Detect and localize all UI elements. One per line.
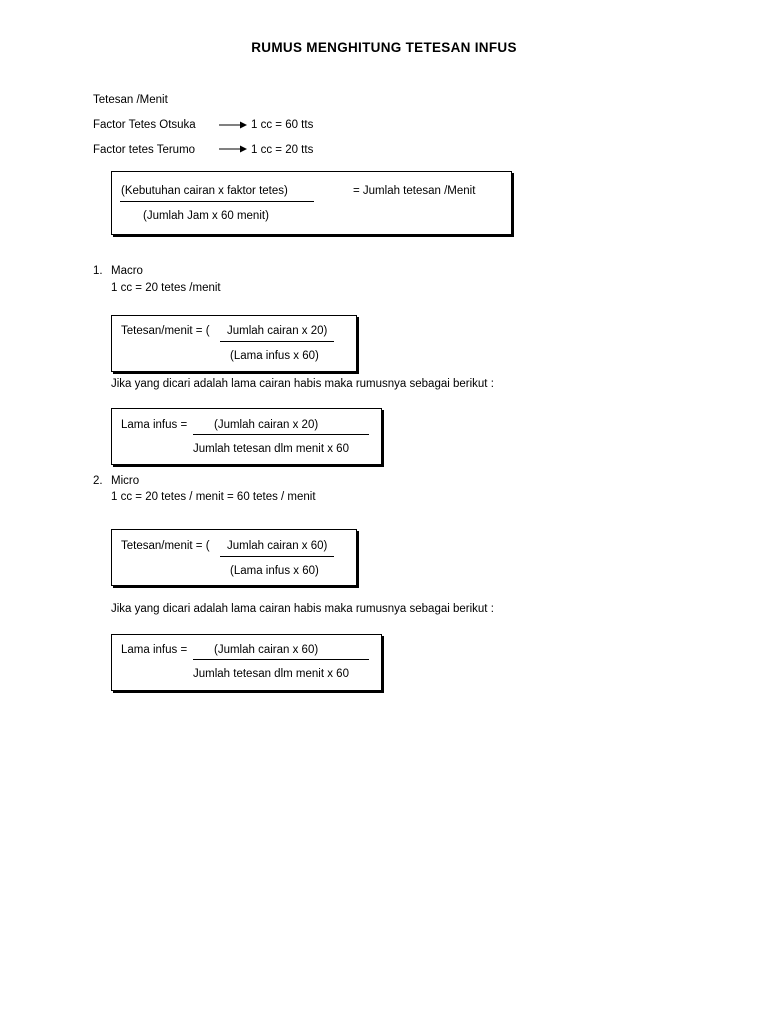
macro-formula1-numerator: Jumlah cairan x 20)	[227, 325, 328, 337]
macro-formula1-lhs: Tetesan/menit = (	[121, 325, 210, 337]
general-formula-box	[111, 171, 512, 235]
micro-heading: Micro	[111, 475, 140, 487]
general-formula-result: = Jumlah tetesan /Menit	[353, 185, 476, 197]
fraction-bar	[193, 659, 369, 660]
micro-formula1-denominator: (Lama infus x 60)	[230, 565, 319, 577]
micro-formula2-denominator: Jumlah tetesan dlm menit x 60	[193, 668, 349, 680]
factor-otsuka-value: 1 cc = 60 tts	[251, 119, 314, 131]
fraction-bar	[220, 341, 334, 342]
micro-formula1-numerator: Jumlah cairan x 60)	[227, 540, 328, 552]
macro-note: Jika yang dicari adalah lama cairan habis maka rumusnya sebagai berikut :	[111, 378, 494, 390]
micro-formula2-numerator: (Jumlah cairan x 60)	[214, 644, 319, 656]
factor-terumo-label: Factor tetes Terumo	[93, 144, 196, 156]
tetesan-menit-label: Tetesan /Menit	[93, 94, 168, 106]
general-formula-denominator: (Jumlah Jam x 60 menit)	[143, 210, 269, 222]
fraction-bar	[120, 201, 314, 202]
macro-formula1-denominator: (Lama infus x 60)	[230, 350, 319, 362]
macro-formula2-box	[111, 408, 382, 465]
fraction-bar	[193, 434, 369, 435]
arrow-right-icon	[218, 143, 248, 155]
factor-terumo-value: 1 cc = 20 tts	[251, 144, 314, 156]
macro-formula2-numerator: (Jumlah cairan x 20)	[214, 419, 319, 431]
micro-formula2-lhs: Lama infus =	[121, 644, 188, 656]
micro-number: 2.	[93, 475, 103, 487]
micro-note: Jika yang dicari adalah lama cairan habis maka rumusnya sebagai berikut :	[111, 603, 494, 615]
macro-formula2-lhs: Lama infus =	[121, 419, 188, 431]
macro-formula2-denominator: Jumlah tetesan dlm menit x 60	[193, 443, 349, 455]
arrow-right-icon	[218, 119, 248, 131]
general-formula-numerator: (Kebutuhan cairan x faktor tetes)	[121, 185, 288, 197]
macro-number: 1.	[93, 265, 103, 277]
micro-formula1-lhs: Tetesan/menit = (	[121, 540, 210, 552]
micro-conversion: 1 cc = 20 tetes / menit = 60 tetes / menit	[111, 491, 316, 503]
macro-heading: Macro	[111, 265, 143, 277]
document-title: RUMUS MENGHITUNG TETESAN INFUS	[251, 40, 517, 55]
macro-conversion: 1 cc = 20 tetes /menit	[111, 282, 221, 294]
factor-otsuka-label: Factor Tetes Otsuka	[93, 119, 196, 131]
fraction-bar	[220, 556, 334, 557]
